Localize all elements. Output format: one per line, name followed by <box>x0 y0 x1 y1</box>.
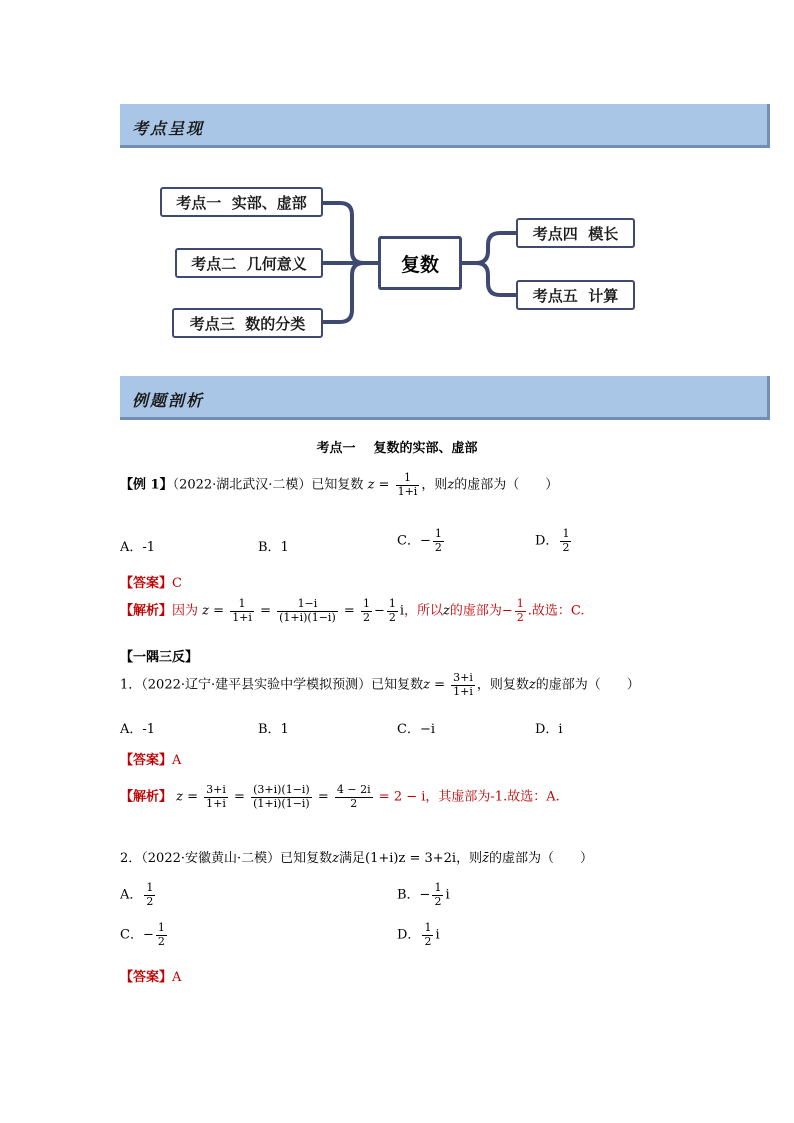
section-banner-2 <box>120 376 770 420</box>
answer-label: 【答案】 <box>120 576 173 591</box>
topic-heading-text: 考点一 复数的实部、虚部 <box>316 441 478 456</box>
numerator: (3+i)(1−i) <box>253 783 310 796</box>
connector-left-1 <box>322 203 380 263</box>
option-text: i <box>445 887 450 903</box>
math-z: z = <box>176 789 199 805</box>
q2-option-d <box>397 922 440 948</box>
topic-heading <box>0 437 794 456</box>
denominator: 1+i <box>453 684 473 698</box>
mindmap-node-topic4 <box>516 218 635 248</box>
denominator: (1+i)(1−i) <box>279 610 336 624</box>
question-2-stem <box>120 847 593 866</box>
text: 的虚部为（ ） <box>488 851 593 866</box>
mindmap-node-label: 考点一 实部、虚部 <box>176 193 307 212</box>
denominator: 1+i <box>232 610 252 624</box>
mindmap-node-label: 考点三 数的分类 <box>189 314 306 333</box>
fraction <box>230 598 254 624</box>
fraction <box>156 922 167 948</box>
math-equation: (1+i)z = 3+2i <box>365 851 457 866</box>
denominator: 2 <box>424 934 432 948</box>
variant-heading <box>120 646 198 665</box>
q2-option-a <box>120 882 157 908</box>
denominator: 2 <box>388 610 396 624</box>
denominator: 2 <box>157 934 165 948</box>
text: = <box>234 789 245 805</box>
text: i <box>399 603 405 619</box>
fraction <box>432 882 443 908</box>
question-2-answer <box>120 966 181 985</box>
numerator: 4 − 2i <box>336 783 371 796</box>
denominator: 1+i <box>206 796 226 810</box>
fraction <box>335 784 373 810</box>
variant-heading-text: 【一隅三反】 <box>120 650 199 665</box>
section-title: 例题剖析 <box>132 391 205 410</box>
math-z: z <box>447 477 455 493</box>
q1-option-b <box>258 718 289 737</box>
answer-value: A <box>172 970 182 985</box>
mindmap-node-topic1 <box>160 187 323 217</box>
option-a <box>120 536 155 555</box>
text: ，则复数 <box>476 677 529 693</box>
text: ，则 <box>421 477 448 493</box>
denominator: 2 <box>434 894 442 908</box>
denominator: 2 <box>350 796 358 810</box>
example-1-answer <box>120 572 182 591</box>
option-d <box>535 528 573 554</box>
option-text: C．−i <box>397 722 435 737</box>
option-text: A． <box>120 887 143 903</box>
mindmap-node-label: 考点二 几何意义 <box>191 254 307 273</box>
mindmap-node-label: 考点四 模长 <box>532 224 619 243</box>
option-b <box>258 536 289 555</box>
mindmap-node-topic2 <box>175 248 323 278</box>
text: − <box>373 603 385 619</box>
question-1-stem <box>120 672 640 698</box>
analysis-label: 【解析】 <box>120 603 173 619</box>
q2-option-b <box>397 882 450 908</box>
numerator: 3+i <box>453 671 473 684</box>
option-text: B．1 <box>258 540 289 555</box>
mindmap-node-label: 考点五 计算 <box>532 286 619 305</box>
option-text: B．− <box>397 887 431 903</box>
denominator: 2 <box>146 894 154 908</box>
example-1-analysis <box>120 598 585 624</box>
option-text: B．1 <box>258 722 289 737</box>
math-z: z = <box>423 677 445 693</box>
numerator: 3+i <box>206 783 226 796</box>
fraction <box>251 784 312 810</box>
mindmap-node-topic3 <box>172 308 323 338</box>
example-source: （2022·湖北武汉·二模）已知复数 <box>172 477 364 493</box>
option-c <box>397 528 446 554</box>
answer-value: C <box>172 576 182 591</box>
math-z: z = <box>202 603 225 619</box>
fraction <box>204 784 228 810</box>
q1-option-a <box>120 718 155 737</box>
denominator: 1+i <box>397 484 418 498</box>
example-1-stem <box>120 472 558 498</box>
numerator: 1 <box>434 881 442 894</box>
denominator: (1+i)(1−i) <box>253 796 310 810</box>
text: ，则 <box>456 851 483 866</box>
fraction <box>422 922 433 948</box>
denominator: 2 <box>516 610 524 624</box>
option-text: D． <box>397 927 421 943</box>
connector-left-3 <box>322 263 380 322</box>
numerator: 1 <box>388 597 396 610</box>
fraction <box>451 672 475 698</box>
example-label: 【例 1】 <box>120 477 173 493</box>
fraction <box>361 598 372 624</box>
math-z: z <box>443 603 450 619</box>
question-1-analysis <box>120 784 560 810</box>
denominator: 2 <box>434 540 442 554</box>
connector-right-2 <box>460 263 518 295</box>
option-text: C．− <box>120 927 154 943</box>
text: .故选：C. <box>527 603 585 619</box>
question-1-answer <box>120 749 181 768</box>
mindmap-center-label: 复数 <box>400 253 439 276</box>
math-z: z <box>528 677 536 693</box>
math-z-conjugate: z̄ <box>482 851 489 866</box>
text: ，所以 <box>404 603 444 619</box>
text: 满足 <box>338 851 365 866</box>
option-text: A．-1 <box>120 540 156 555</box>
fraction <box>515 598 526 624</box>
numerator: 1−i <box>277 598 338 612</box>
numerator: 1 <box>424 921 432 934</box>
numerator: 1 <box>362 597 370 610</box>
option-text: D．i <box>535 722 563 737</box>
text: 1．（2022·辽宁·建平县实验中学模拟预测）已知复数 <box>120 677 424 693</box>
q2-option-c <box>120 922 169 948</box>
fraction <box>277 598 338 624</box>
fraction <box>433 528 444 554</box>
text: 因为 <box>172 603 199 619</box>
option-text: C．− <box>397 533 431 549</box>
mindmap-connectors <box>0 0 794 400</box>
denominator: 2 <box>362 610 370 624</box>
math-z: z <box>332 851 339 866</box>
section-title: 考点呈现 <box>132 119 205 138</box>
fraction <box>560 528 571 554</box>
text: 2．（2022·安徽黄山·二模）已知复数 <box>120 851 333 866</box>
denominator: 2 <box>562 540 570 554</box>
numerator: 1 <box>230 598 254 612</box>
math-z: z = <box>367 477 390 493</box>
fraction <box>396 472 420 498</box>
numerator: 1 <box>396 472 420 486</box>
numerator: 1 <box>157 921 165 934</box>
answer-label: 【答案】 <box>120 753 173 768</box>
option-text: i <box>435 927 440 943</box>
analysis-label: 【解析】 <box>120 789 173 805</box>
text: = <box>260 603 271 619</box>
numerator: 1 <box>516 597 524 610</box>
option-text: D． <box>535 533 559 549</box>
text: 的虚部为（ ） <box>454 477 559 493</box>
fraction <box>144 882 155 908</box>
text: = 2 − i，其虚部为-1.故选：A. <box>378 789 560 805</box>
numerator: 1 <box>562 527 570 540</box>
text: 的虚部为（ ） <box>535 677 640 693</box>
text: = <box>317 789 329 805</box>
connector-right-1 <box>460 233 518 263</box>
answer-value: A <box>172 753 182 768</box>
answer-label: 【答案】 <box>120 970 173 985</box>
mindmap-center-node <box>378 236 462 290</box>
fraction <box>387 598 398 624</box>
numerator: 1 <box>434 527 442 540</box>
q1-option-c <box>397 718 435 737</box>
text: = <box>343 603 355 619</box>
text: 的虚部为− <box>449 603 513 619</box>
numerator: 1 <box>146 881 154 894</box>
q1-option-d <box>535 718 563 737</box>
mindmap-node-topic5 <box>516 280 635 310</box>
option-text: A．-1 <box>120 722 156 737</box>
